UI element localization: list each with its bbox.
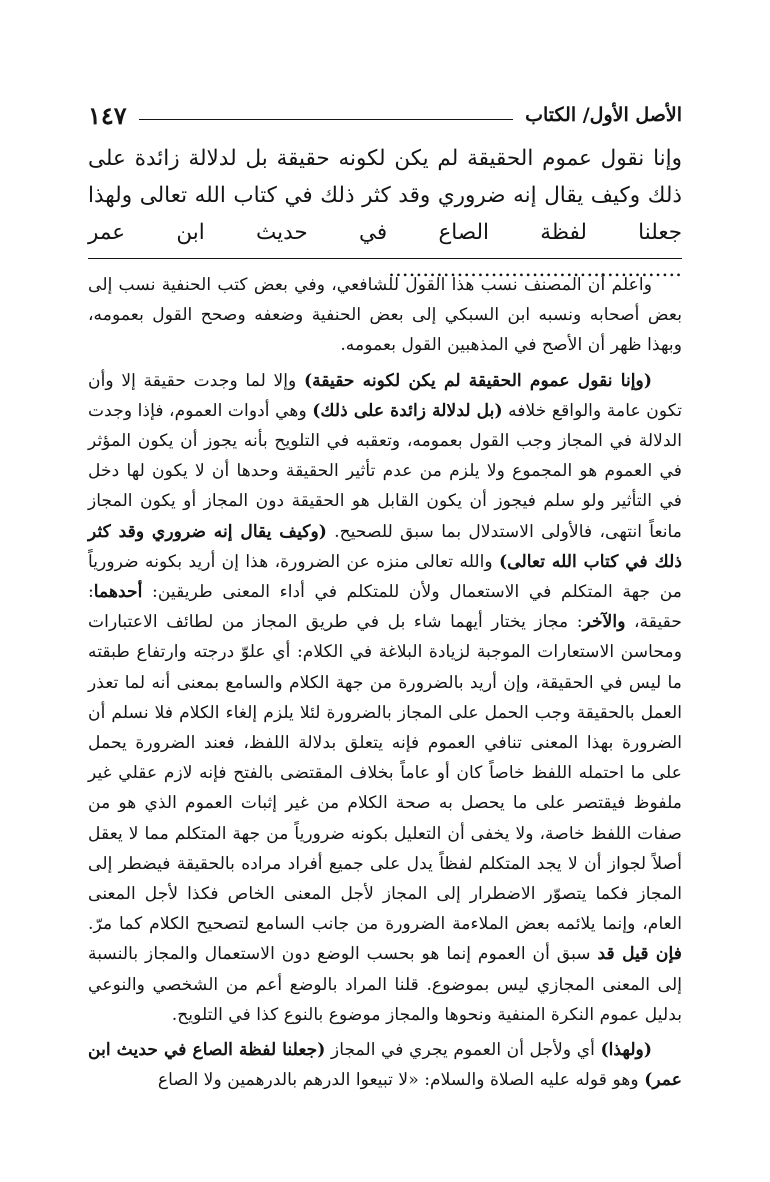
main-text-paragraph bbox=[88, 140, 682, 288]
page-number: ١٤٧ bbox=[88, 100, 127, 130]
commentary bbox=[88, 270, 682, 1100]
quoted-text: (بل لدلالة زائدة على ذلك) bbox=[312, 400, 503, 421]
commentary-paragraph-1: واعلم أن المصنف نسب هذا القول للشافعي، وفي بعض كتب الحنفية نسب إلى بعض أصحابه ونسبه ابن السبكي إلى بعض الحنفية وضعفه وصحح القول بعمومه، وبهذا ظهر أن الأصح في المذهبين القول بعمومه. bbox=[88, 275, 682, 356]
commentary-text: وهو قوله عليه الصلاة والسلام: «لا تبيعوا الدرهم بالدرهمين ولا الصاع bbox=[157, 1070, 645, 1091]
quoted-text: (وإنا نقول عموم الحقيقة لم يكن لكونه حقيقة) bbox=[303, 370, 652, 391]
commentary-text: وإلا لما وجدت حقيقة إلا وأن تكون عامة والواقع خلافه bbox=[88, 370, 682, 421]
quoted-text: (جعلنا لفظة الصاع في حديث ابن عمر) bbox=[88, 1040, 682, 1091]
commentary-text: أي ولأجل أن العموم يجري في المجاز bbox=[325, 1040, 601, 1061]
emphasis-text: فإن قيل قد bbox=[597, 944, 682, 965]
commentary-paragraph-3 bbox=[88, 1035, 682, 1095]
commentary-text: سبق أن العموم إنما هو بحسب الوضع دون الاستعمال والمجاز بالنسبة إلى المعنى المجازي ليس بموضوع. قلنا المراد بالوضع أعم من الشخصي والنوعي بدليل عموم النكرة المنفية ونحوها والمجاز موضوع بالنوع كذا في التلويح. bbox=[88, 944, 682, 1025]
commentary-text: : مجاز يختار أيهما شاء بل في طريق المجاز من لطائف الاعتبارات ومحاسن الاستعارات الموجبة لزيادة البلاغة في الكلام: أي علوّ درجته وارتفاع طبقته ما ليس في الحقيقة، وإن أريد بالضرورة من جهة الكلام والسامع بمعنى أنه لما تعذر العمل بالحقيقة وجب الحمل على المجاز بالضرورة لئلا يلزم إلغاء الكلام فلا نسلم أن الضرورة بهذا المعنى تنافي العموم فإنه يتعلق بدلالة اللفظ، فعند الضرورة يحمل على ما احتمله اللفظ خاصاً كان أو عاماً بخلاف المقتضى بالفتح فإنه لازم عقلي غير ملفوظ فيقتصر على ما يحصل به صحة الكلام من غير إثبات العموم الذي هو من صفات اللفظ خاصة، ولا يخفى أن التعليل بكونه ضرورياً من جهة المتكلم مما لا يعقل أصلاً لجواز أن لا يجد المتكلم لفظاً يدل على جميع أفراد مراده بالحقيقة فيضطر إلى المجاز فكما يتصوّر الاضطرار إلى المجاز لأجل المعنى الخاص فكذا لأجل المعنى العام، وإنما يلائمه بعض الملاءمة الضرورة من جانب السامع لتصحيح الكلام كما مرّ. bbox=[88, 612, 682, 935]
quoted-text: (وكيف يقال إنه ضروري وقد كثر ذلك في كتاب الله تعالى) bbox=[88, 521, 682, 572]
main-text-dots: ........................................... bbox=[388, 257, 682, 282]
commentary-text: وهي أدوات العموم، فإذا وجدت الدلالة في المجاز وجب القول بعمومه، وتعقبه في التلويح بأنه يجوز أن يكون المؤثر في العموم هو المجموع ولا يلزم من عدم تأثير الحقيقة وحدها أن لا يكون لها دخل في التأثير ولو سلم فيجوز أن يكون القابل هو الحقيقة دون المجاز أو يكون المجاز مانعاً انتهى، فالأولى الاستدلال بما سبق للصحيح. bbox=[88, 400, 682, 542]
page-header bbox=[88, 98, 682, 132]
emphasis-text: والآخر bbox=[582, 612, 626, 633]
separator-rule bbox=[88, 258, 682, 259]
header-rule bbox=[139, 119, 513, 120]
main-text bbox=[88, 140, 682, 288]
commentary-text: : حقيقة، bbox=[88, 582, 682, 633]
running-title: الأصل الأول/ الكتاب bbox=[525, 104, 682, 126]
quoted-text: (ولهذا) bbox=[600, 1040, 652, 1061]
emphasis-text: أحدهما bbox=[93, 582, 143, 603]
commentary-text: والله تعالى منزه عن الضرورة، هذا إن أريد بكونه ضرورياً من جهة المتكلم في الاستعمال ولأن للمتكلم في أداء المعنى طريقين: bbox=[88, 551, 682, 603]
main-text-body: وإنا نقول عموم الحقيقة لم يكن لكونه حقيقة بل لدلالة زائدة على ذلك وكيف يقال إنه ضروري وقد كثر ذلك في كتاب الله تعالى ولهذا جعلنا لفظة الصاع في حديث ابن عمر bbox=[88, 146, 682, 245]
commentary-paragraph-2 bbox=[88, 366, 682, 1030]
